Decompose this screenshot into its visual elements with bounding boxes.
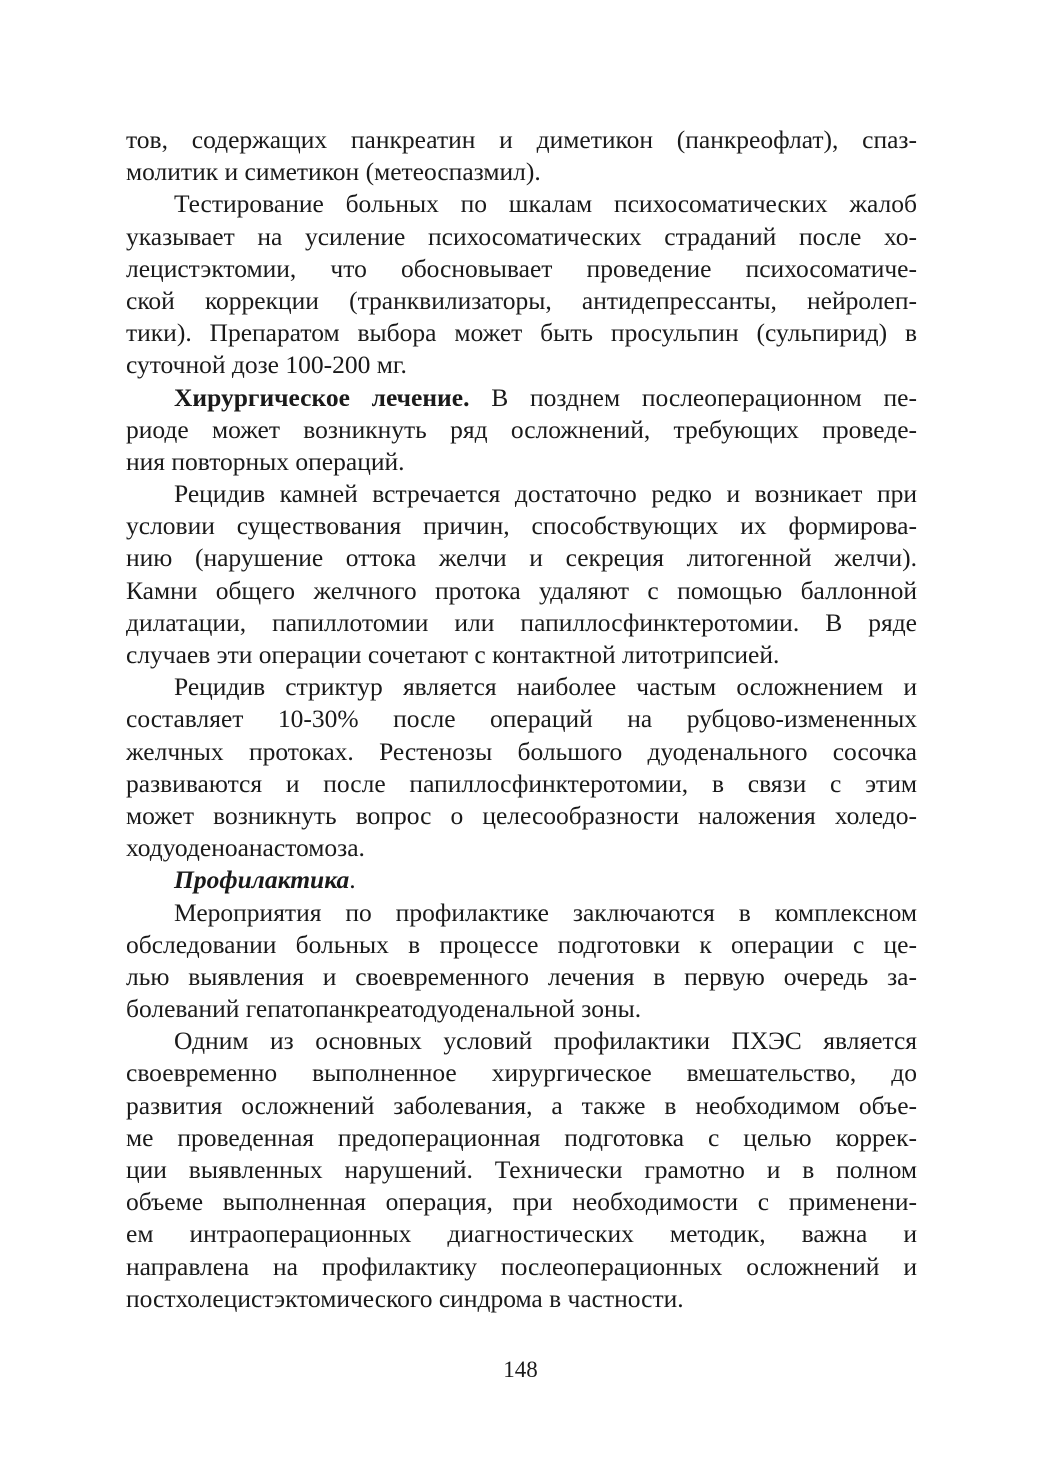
text-line: постхолецистэктомического синдрома в частности. — [126, 1283, 684, 1313]
text-line: условии существования причин, способствующих их формирова- — [126, 511, 917, 541]
text-line: дилатации, папиллотомии или папиллосфинктеротомии. В ряде — [126, 607, 917, 637]
text-line: направлена на профилактику послеоперационных осложнений и — [126, 1251, 917, 1281]
heading-line-rest: В позднем послеоперационном пе- — [469, 382, 917, 412]
paragraph — [126, 124, 917, 188]
text-line: Рецидив стриктур является наиболее частым осложнением и — [174, 672, 917, 702]
section-heading-prevention: Профилактика — [174, 865, 350, 895]
text-line — [126, 864, 917, 896]
text-line: указывает на усиление психосоматических страданий после хо- — [126, 221, 917, 251]
heading-suffix: . — [349, 865, 356, 895]
text-line: объеме выполненная операция, при необходимости с применени- — [126, 1187, 917, 1217]
paragraph — [126, 671, 917, 864]
text-line: своевременно выполненное хирургическое вмешательство, до — [126, 1058, 917, 1088]
text-line: нию (нарушение оттока желчи и секреция литогенной желчи). — [126, 543, 917, 573]
text-line: Рецидив камней встречается достаточно редко и возникает при — [174, 479, 917, 509]
text-line: составляет 10-30% после операций на рубцово-измененных — [126, 704, 917, 734]
text-line: желчных протоках. Рестенозы большого дуоденального сосочка — [126, 736, 917, 766]
section-heading-surgical-treatment: Хирургическое лечение. — [174, 382, 470, 412]
text-line: ния повторных операций. — [126, 446, 405, 476]
text-line: ем интраоперационных диагностических методик, важна и — [126, 1219, 917, 1249]
text-line: лью выявления и своевременного лечения в первую очередь за- — [126, 961, 917, 991]
text-line — [126, 382, 917, 414]
text-line: Одним из основных условий профилактики ПХЭС является — [174, 1026, 917, 1056]
text-line: развиваются и после папиллосфинктеротомии, в связи с этим — [126, 768, 917, 798]
text-line: лецистэктомии, что обосновывает проведение психосоматиче- — [126, 253, 917, 283]
paragraph-prevention-heading — [126, 864, 917, 896]
body-text — [126, 124, 917, 1315]
text-line: болеваний гепатопанкреатодуоденальной зоны. — [126, 994, 642, 1024]
text-line: ме проведенная предоперационная подготовка с целью коррек- — [126, 1122, 917, 1152]
text-line: риоде может возникнуть ряд осложнений, требующих проведе- — [126, 414, 917, 444]
text-line: суточной дозе 100-200 мг. — [126, 350, 407, 380]
text-line: тов, содержащих панкреатин и диметикон (панкреофлат), спаз- — [126, 125, 917, 154]
paragraph-surgical-treatment — [126, 382, 917, 479]
text-line: Камни общего желчного протока удаляют с помощью баллонной — [126, 575, 917, 605]
text-line: обследовании больных в процессе подготовки к операции с це- — [126, 929, 917, 959]
text-line: ской коррекции (транквилизаторы, антидепрессанты, нейролеп- — [126, 285, 917, 315]
page-number: 148 — [503, 1357, 538, 1382]
text-line: ходуоденоанастомоза. — [126, 833, 365, 863]
paragraph — [126, 188, 917, 381]
text-line: молитик и симетикон (метеоспазмил). — [126, 157, 541, 187]
paragraph — [126, 478, 917, 671]
paragraph — [126, 897, 917, 1026]
text-line: ции выявленных нарушений. Технически грамотно и в полном — [126, 1155, 917, 1184]
text-line: может возникнуть вопрос о целесообразности наложения холедо- — [126, 800, 917, 830]
text-line: Мероприятия по профилактике заключаются в комплексном — [174, 897, 917, 927]
text-line: развития осложнений заболевания, а также в необходимом объе- — [126, 1090, 917, 1120]
paragraph — [126, 1025, 917, 1315]
text-line: случаев эти операции сочетают с контактной литотрипсией. — [126, 640, 780, 669]
text-line: Тестирование больных по шкалам психосоматических жалоб — [174, 189, 917, 219]
text-line: тики). Препаратом выбора может быть просульпин (сульпирид) в — [126, 318, 917, 348]
